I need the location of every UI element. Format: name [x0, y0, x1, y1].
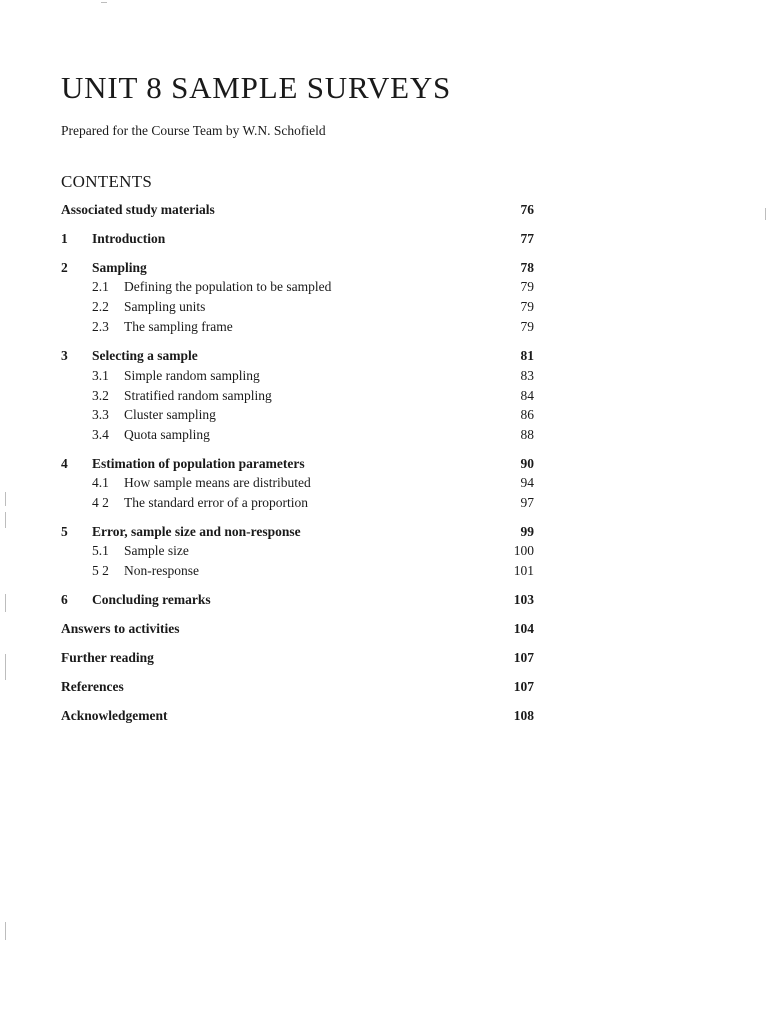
toc-number: 5 2 — [92, 563, 109, 578]
toc-label: Answers to activities — [61, 621, 180, 636]
toc-entry — [61, 346, 534, 366]
scan-artifact — [101, 2, 107, 3]
contents-heading: CONTENTS — [61, 172, 153, 191]
toc-entry — [61, 590, 534, 610]
toc-entry — [61, 706, 534, 726]
scan-artifact — [5, 512, 6, 528]
scan-artifact — [5, 594, 6, 612]
toc-subentry — [61, 561, 534, 581]
toc-subentry — [61, 317, 534, 337]
toc-page-number: 88 — [520, 427, 534, 442]
toc-label: Acknowledgement — [61, 708, 168, 723]
toc-label: Simple random sampling — [124, 368, 260, 383]
toc-subentry — [61, 405, 534, 425]
toc-page-number: 104 — [513, 621, 534, 636]
toc-page-number: 84 — [520, 388, 534, 403]
toc-label: Non-response — [124, 563, 199, 578]
toc-number: 3.4 — [92, 427, 109, 442]
toc-page-number: 77 — [520, 231, 534, 246]
scan-artifact — [5, 654, 6, 680]
toc-entry — [61, 648, 534, 668]
scan-artifact — [765, 208, 766, 220]
toc-number: 5.1 — [92, 543, 109, 558]
toc-label: Introduction — [92, 231, 166, 246]
toc-label: Sampling — [92, 260, 147, 275]
toc-subentry — [61, 473, 534, 493]
toc-entry — [61, 454, 534, 474]
toc-page-number: 100 — [513, 543, 534, 558]
toc-page-number: 97 — [520, 495, 534, 510]
toc-number: 3.1 — [92, 368, 109, 383]
toc-number: 2.2 — [92, 299, 109, 314]
toc-label: Concluding remarks — [92, 592, 211, 607]
toc-subentry — [61, 541, 534, 561]
toc-number: 1 — [61, 231, 68, 246]
toc-label: Cluster sampling — [124, 407, 216, 422]
toc-number: 6 — [61, 592, 68, 607]
toc-label: Stratified random sampling — [124, 388, 272, 403]
toc-number: 5 — [61, 524, 68, 539]
toc-page-number: 81 — [520, 348, 534, 363]
toc-label: Further reading — [61, 650, 154, 665]
toc-number: 4 — [61, 456, 68, 471]
toc-label: The standard error of a proportion — [124, 495, 309, 510]
toc-page-number: 107 — [513, 650, 534, 665]
toc-page-number: 90 — [520, 456, 534, 471]
toc-label: Sampling units — [124, 299, 206, 314]
toc-entry — [61, 522, 534, 542]
toc-label: Sample size — [124, 543, 189, 558]
toc-entry — [61, 258, 534, 278]
author-line: Prepared for the Course Team by W.N. Schofield — [61, 123, 326, 138]
toc-number: 4 2 — [92, 495, 109, 510]
toc-label: Defining the population to be sampled — [124, 279, 332, 294]
toc-label: The sampling frame — [124, 319, 233, 334]
toc-subentry — [61, 297, 534, 317]
toc-page-number: 78 — [520, 260, 534, 275]
toc-page-number: 103 — [513, 592, 534, 607]
toc-subentry — [61, 425, 534, 445]
toc-label: References — [61, 679, 124, 694]
toc-page-number: 101 — [513, 563, 534, 578]
toc-entry — [61, 677, 534, 697]
toc-entry — [61, 229, 534, 249]
toc-subentry — [61, 386, 534, 406]
toc-number: 3.3 — [92, 407, 109, 422]
toc-page-number: 79 — [520, 299, 534, 314]
toc-entry — [61, 619, 534, 639]
toc-label: Associated study materials — [61, 202, 215, 217]
toc-number: 2.1 — [92, 279, 109, 294]
toc-page-number: 76 — [520, 202, 534, 217]
toc-page-number: 79 — [520, 279, 534, 294]
toc-page-number: 107 — [513, 679, 534, 694]
toc-subentry — [61, 277, 534, 297]
unit-title: UNIT 8 SAMPLE SURVEYS — [61, 70, 452, 105]
toc-page-number: 79 — [520, 319, 534, 334]
toc-label: How sample means are distributed — [124, 475, 311, 490]
toc-subentry — [61, 366, 534, 386]
toc-number: 4.1 — [92, 475, 109, 490]
toc-number: 2.3 — [92, 319, 109, 334]
toc-label: Selecting a sample — [92, 348, 198, 363]
toc-label: Estimation of population parameters — [92, 456, 305, 471]
toc-page-number: 94 — [520, 475, 534, 490]
toc-page-number: 99 — [520, 524, 534, 539]
toc-number: 2 — [61, 260, 68, 275]
toc-number: 3.2 — [92, 388, 109, 403]
toc-number: 3 — [61, 348, 68, 363]
toc-page-number: 108 — [513, 708, 534, 723]
toc-subentry — [61, 493, 534, 513]
toc-label: Error, sample size and non-response — [92, 524, 301, 539]
scan-artifact — [5, 492, 6, 506]
toc-page-number: 83 — [520, 368, 534, 383]
toc-page-number: 86 — [520, 407, 534, 422]
scan-artifact — [5, 922, 6, 940]
toc-label: Quota sampling — [124, 427, 210, 442]
toc-entry — [61, 200, 534, 220]
